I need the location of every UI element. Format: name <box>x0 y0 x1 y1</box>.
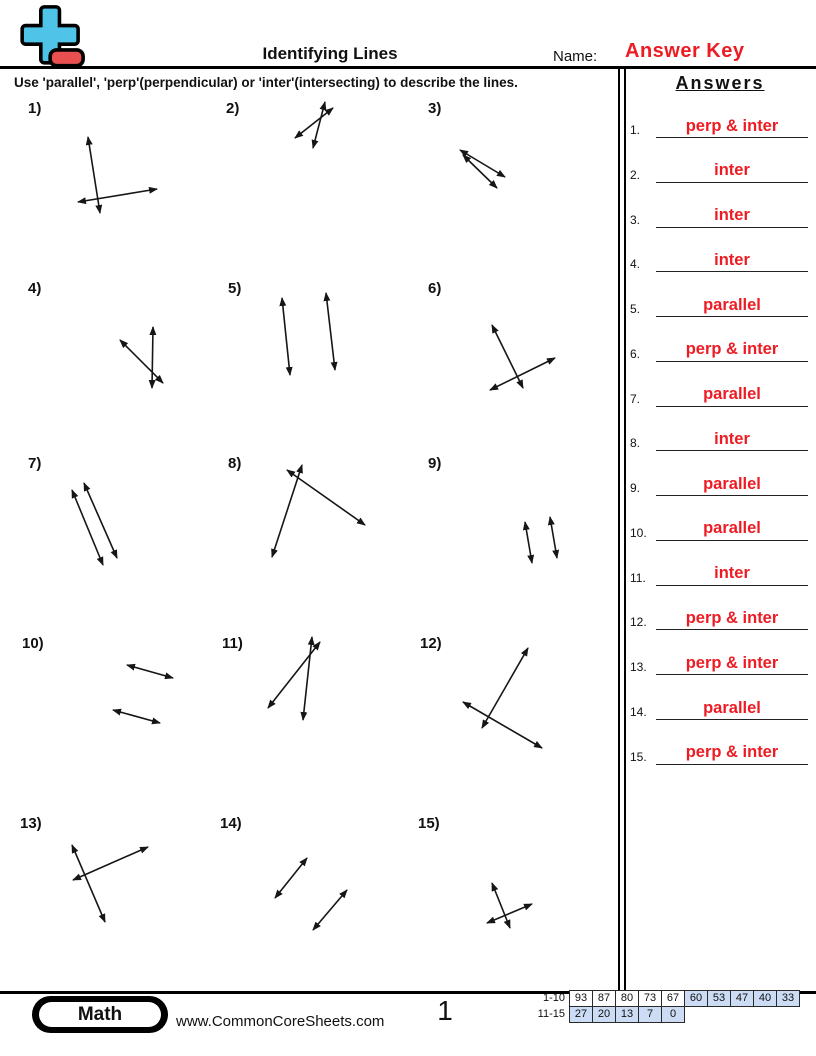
answer-line <box>656 341 808 362</box>
answer-number: 11. <box>630 570 646 585</box>
problem-line <box>73 847 148 880</box>
page-title: Identifying Lines <box>262 44 398 63</box>
answers-panel <box>626 69 814 992</box>
answer-item <box>628 320 808 362</box>
problem-number: 3) <box>428 100 442 117</box>
answers-separator <box>618 69 626 992</box>
problem-line <box>282 298 290 375</box>
problem-line <box>525 522 532 563</box>
answer-text: inter <box>714 161 750 180</box>
problem-line <box>303 637 312 720</box>
answer-number: 15. <box>630 749 647 764</box>
problem-number: 14) <box>220 815 242 832</box>
problem-line <box>72 845 105 922</box>
grade-row-label: 11-15 <box>537 1008 565 1020</box>
grade-cell: 93 <box>569 990 593 1007</box>
problem-line <box>460 150 505 177</box>
problem-number: 5) <box>228 280 242 297</box>
grade-cell: 0 <box>661 1006 685 1023</box>
answer-number: 6. <box>630 346 641 361</box>
problem-number: 13) <box>20 815 42 832</box>
problem-number: 8) <box>228 455 242 472</box>
answer-text: parallel <box>703 519 761 538</box>
answer-line <box>656 297 808 318</box>
answer-item <box>628 723 808 765</box>
grade-cell: 67 <box>661 990 685 1007</box>
answer-text: inter <box>714 429 750 448</box>
answer-item <box>628 499 808 541</box>
problem-line <box>487 904 532 923</box>
answer-text: perp & inter <box>685 653 779 672</box>
answer-line <box>656 386 808 407</box>
answer-item <box>628 544 808 586</box>
problem-number: 9) <box>428 455 442 472</box>
grade-cell: 87 <box>592 990 616 1007</box>
answer-text: parallel <box>703 474 761 493</box>
problem-line <box>490 358 555 390</box>
name-value-answer-key: Answer Key <box>625 40 745 62</box>
answer-line <box>656 162 808 183</box>
answer-item <box>628 678 808 720</box>
problem-number: 6) <box>428 280 442 297</box>
answer-line <box>656 431 808 452</box>
problem-number: 1) <box>28 100 42 117</box>
logo-base-shape <box>50 50 83 66</box>
answer-text: perp & inter <box>685 340 779 359</box>
grade-cell: 60 <box>684 990 708 1007</box>
answer-number: 14. <box>630 705 647 719</box>
answer-item <box>628 186 808 228</box>
problem-line <box>72 490 103 565</box>
grade-cell: 40 <box>753 990 777 1007</box>
answer-text: inter <box>714 564 750 583</box>
problem-line <box>550 517 557 558</box>
answer-line <box>656 744 808 765</box>
answer-line <box>656 700 808 721</box>
problem-line <box>275 858 307 898</box>
grade-cell: 53 <box>707 990 731 1007</box>
problem-line <box>313 102 325 148</box>
grade-table <box>519 990 800 1023</box>
grade-row-label: 1-10 <box>542 992 565 1004</box>
answer-item <box>628 633 808 675</box>
problem-line <box>463 155 497 188</box>
problem-line <box>84 483 117 558</box>
problem-number: 7) <box>28 455 42 472</box>
answer-item <box>628 409 808 451</box>
problem-line <box>287 470 365 525</box>
grade-cell: 20 <box>592 1006 616 1023</box>
answer-text: parallel <box>703 295 761 314</box>
problem-line <box>127 665 173 678</box>
problem-number: 2) <box>226 100 240 117</box>
answer-item <box>628 96 808 138</box>
problem-line <box>88 137 100 213</box>
math-badge-label: Math <box>39 1002 161 1027</box>
answer-line <box>656 520 808 541</box>
answer-line <box>656 610 808 631</box>
grade-cell: 47 <box>730 990 754 1007</box>
answer-line <box>656 655 808 676</box>
answer-item <box>628 454 808 496</box>
problem-line <box>272 465 302 557</box>
answer-number: 8. <box>630 436 641 451</box>
problem-number: 12) <box>420 635 442 652</box>
answer-text: perp & inter <box>685 608 779 627</box>
commoncoresheets-logo-icon <box>16 4 90 70</box>
answer-number: 5. <box>630 302 641 317</box>
answer-item <box>628 141 808 183</box>
answer-line <box>656 476 808 497</box>
instruction-text: Use 'parallel', 'perp'(perpendicular) or 'inter'(intersecting) to describe the lines. <box>14 75 518 90</box>
answer-number: 12. <box>630 615 647 630</box>
problem-line <box>492 883 510 928</box>
problem-line <box>326 293 335 370</box>
answer-item <box>628 588 808 630</box>
answer-text: inter <box>714 250 750 269</box>
problem-line <box>295 108 333 138</box>
answer-number: 10. <box>630 525 647 540</box>
answer-number: 2. <box>630 167 641 182</box>
grade-row <box>519 1006 800 1023</box>
math-badge <box>32 996 168 1033</box>
answer-line <box>656 207 808 228</box>
grade-cell: 73 <box>638 990 662 1007</box>
problem-line <box>482 648 528 728</box>
answer-text: parallel <box>703 698 761 717</box>
answer-number: 13. <box>630 660 647 675</box>
problem-number: 4) <box>28 280 42 297</box>
answer-text: perp & inter <box>685 743 779 762</box>
problem-line <box>152 327 153 388</box>
problem-number: 10) <box>22 635 44 652</box>
answer-number: 3. <box>630 212 641 227</box>
answer-line <box>656 118 808 139</box>
answer-number: 7. <box>630 391 641 406</box>
grade-cell: 7 <box>638 1006 662 1023</box>
problem-number: 15) <box>418 815 440 832</box>
problem-line <box>113 710 160 723</box>
problem-line <box>463 702 542 748</box>
grade-cell: 13 <box>615 1006 639 1023</box>
answer-number: 9. <box>630 481 641 496</box>
website-text: www.CommonCoreSheets.com <box>176 1013 385 1030</box>
problem-line <box>313 890 347 930</box>
grade-cell: 80 <box>615 990 639 1007</box>
answer-number: 4. <box>630 257 641 272</box>
grade-cell: 27 <box>569 1006 593 1023</box>
problem-line <box>78 189 157 202</box>
problem-line <box>492 325 523 388</box>
grade-cell: 33 <box>776 990 800 1007</box>
answer-line <box>656 252 808 273</box>
problem-line <box>268 642 320 708</box>
answer-item <box>628 275 808 317</box>
answer-line <box>656 565 808 586</box>
answers-title: Answers <box>675 73 765 93</box>
answer-text: inter <box>714 206 750 225</box>
page-number: 1 <box>437 995 453 1026</box>
answer-item <box>628 230 808 272</box>
name-label: Name: <box>553 48 598 65</box>
problem-number: 11) <box>222 635 243 652</box>
answer-text: perp & inter <box>685 116 779 135</box>
grade-row <box>519 990 800 1007</box>
answer-item <box>628 365 808 407</box>
answer-number: 1. <box>630 123 641 137</box>
answer-text: parallel <box>703 385 761 404</box>
problem-line <box>120 340 163 383</box>
